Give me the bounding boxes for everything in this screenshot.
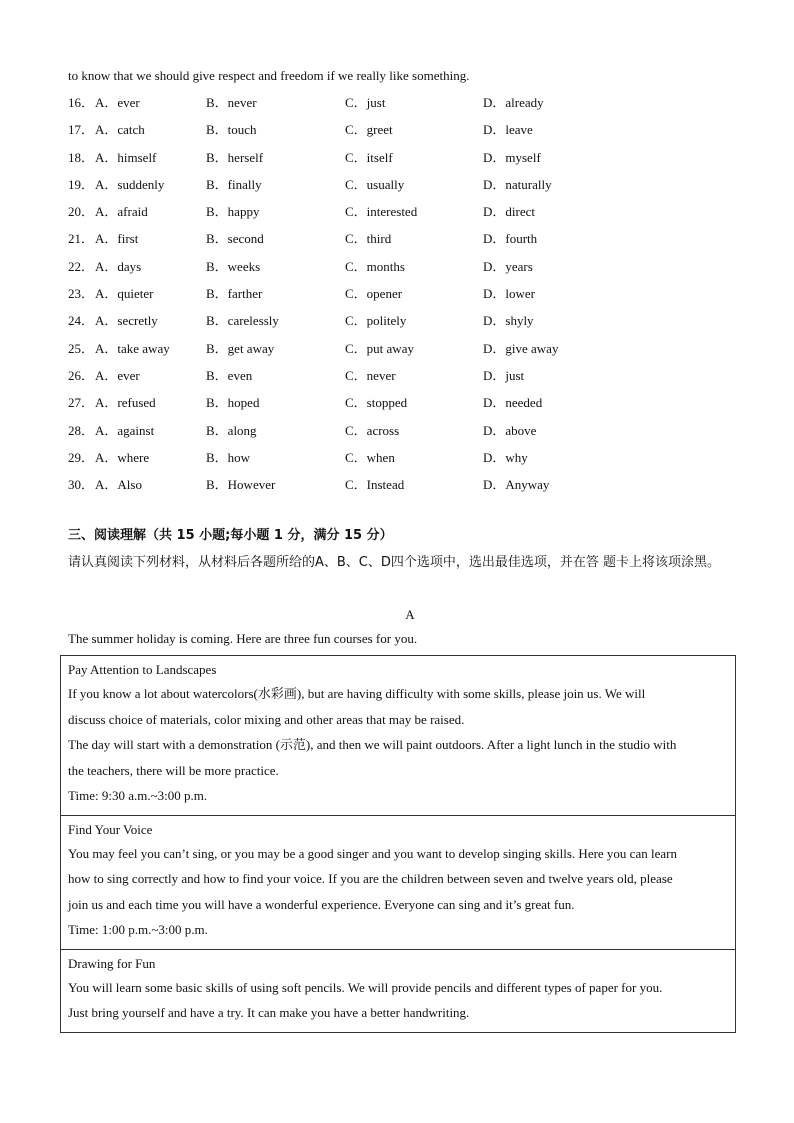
option-c: C．greet xyxy=(345,122,393,138)
option-b: B．farther xyxy=(206,286,263,302)
section-instruction: 请认真阅读下列材料，从材料后各题所给的A、B、C、D四个选项中，选出最佳选项，并在答 题卡上将该项涂黑。 xyxy=(68,555,721,570)
question-row xyxy=(68,283,748,310)
option-a: A．himself xyxy=(95,149,157,165)
option-b: B．However xyxy=(206,477,276,493)
question-row xyxy=(68,365,748,392)
option-a: A．suddenly xyxy=(95,176,165,192)
option-a: A．where xyxy=(95,449,150,465)
question-list xyxy=(68,92,748,501)
passage-letter: A xyxy=(405,607,415,622)
option-b: B．weeks xyxy=(206,258,261,274)
course-title: Drawing for Fun xyxy=(68,955,156,971)
course-text-line: Just bring yourself and have a try. It can make you have a better handwriting. xyxy=(68,1005,470,1020)
course-box xyxy=(61,656,735,816)
option-a: A．days xyxy=(95,258,142,274)
option-d: D．naturally xyxy=(483,176,552,192)
course-text-line: Time: 1:00 p.m.~3:00 p.m. xyxy=(68,922,208,937)
question-row xyxy=(68,174,748,201)
option-d: D．myself xyxy=(483,149,541,165)
option-a: A．refused xyxy=(95,395,156,411)
question-number: 21． xyxy=(68,231,95,247)
question-row xyxy=(68,392,748,419)
option-c: C．put away xyxy=(345,340,414,356)
option-b: B．hoped xyxy=(206,395,260,411)
question-number: 29． xyxy=(68,449,95,465)
option-a: A．first xyxy=(95,231,139,247)
question-row xyxy=(68,147,748,174)
option-d: D．above xyxy=(483,422,537,438)
option-c: C．opener xyxy=(345,286,403,302)
option-b: B．never xyxy=(206,95,257,110)
question-row xyxy=(68,474,748,501)
question-number: 24． xyxy=(68,313,95,329)
option-c: C．interested xyxy=(345,204,418,220)
option-d: D．shyly xyxy=(483,313,534,329)
option-d: D．needed xyxy=(483,395,543,411)
passage-intro: The summer holiday is coming. Here are three fun courses for you. xyxy=(68,631,418,646)
option-d: D．just xyxy=(483,367,525,383)
option-b: B．herself xyxy=(206,149,264,165)
option-c: C．usually xyxy=(345,176,405,192)
question-number: 19． xyxy=(68,176,95,192)
question-row xyxy=(68,92,748,119)
option-b: B．even xyxy=(206,367,253,383)
option-d: D．leave xyxy=(483,122,533,138)
option-c: C．just xyxy=(345,95,386,110)
option-b: B．get away xyxy=(206,340,275,356)
section-title: 三、阅读理解（共 15 小题;每小题 1 分，满分 15 分） xyxy=(68,528,393,543)
option-a: A．against xyxy=(95,422,155,438)
course-text-line: You may feel you can’t sing, or you may be a good singer and you want to develop singing skills. Here you can learn xyxy=(68,845,677,861)
course-title: Pay Attention to Landscapes xyxy=(68,662,217,677)
option-d: D．lower xyxy=(483,286,535,302)
question-row xyxy=(68,420,748,447)
option-c: C．Instead xyxy=(345,477,405,493)
question-number: 25． xyxy=(68,340,95,356)
option-d: D．Anyway xyxy=(483,477,550,493)
option-c: C．months xyxy=(345,258,405,274)
courses-table xyxy=(60,655,736,1033)
question-row xyxy=(68,338,748,365)
question-number: 20． xyxy=(68,204,95,220)
option-a: A．ever xyxy=(95,367,140,383)
option-d: D．already xyxy=(483,95,544,110)
question-row xyxy=(68,447,748,474)
course-text-line: You will learn some basic skills of using soft pencils. We will provide pencils and different types of paper for you. xyxy=(68,979,663,995)
question-number: 28． xyxy=(68,422,95,438)
option-b: B．finally xyxy=(206,176,262,192)
question-number: 26． xyxy=(68,367,95,383)
question-number: 16． xyxy=(68,95,95,110)
question-number: 27． xyxy=(68,395,95,411)
option-b: B．happy xyxy=(206,204,260,220)
option-b: B．second xyxy=(206,231,264,247)
option-d: D．give away xyxy=(483,340,559,356)
question-row xyxy=(68,310,748,337)
option-b: B．how xyxy=(206,449,251,465)
course-text-line: The day will start with a demonstration (示范), and then we will paint outdoors. After a light lunch in the studio with xyxy=(68,737,677,752)
option-d: D．fourth xyxy=(483,231,538,247)
course-box xyxy=(61,950,735,1033)
intro-line: to know that we should give respect and freedom if we really like something. xyxy=(68,68,470,83)
question-row xyxy=(68,201,748,228)
option-c: C．when xyxy=(345,449,395,465)
course-text-line: discuss choice of materials, color mixing and other areas that may be raised. xyxy=(68,711,465,727)
course-text-line: how to sing correctly and how to find your voice. If you are the children between seven and twelve years old, please xyxy=(68,871,673,886)
question-number: 18． xyxy=(68,149,95,165)
question-row xyxy=(68,228,748,255)
course-text-line: the teachers, there will be more practice. xyxy=(68,762,279,778)
option-a: A．ever xyxy=(95,95,140,110)
option-c: C．stopped xyxy=(345,395,408,411)
course-text-line: Time: 9:30 a.m.~3:00 p.m. xyxy=(68,788,208,803)
option-c: C．third xyxy=(345,231,392,247)
option-b: B．carelessly xyxy=(206,313,279,329)
question-number: 17． xyxy=(68,122,95,138)
option-a: A．quieter xyxy=(95,286,154,302)
option-d: D．years xyxy=(483,258,533,274)
option-a: A．Also xyxy=(95,477,142,493)
option-d: D．why xyxy=(483,449,528,465)
question-number: 30． xyxy=(68,477,95,493)
option-a: A．afraid xyxy=(95,204,148,220)
option-a: A．secretly xyxy=(95,313,158,329)
option-c: C．never xyxy=(345,367,396,383)
option-b: B．touch xyxy=(206,122,257,138)
question-number: 22． xyxy=(68,258,95,274)
course-text-line: join us and each time you will have a wonderful experience. Everyone can sing and it’s great fun. xyxy=(68,896,575,912)
course-text-line: If you know a lot about watercolors(水彩画), but are having difficulty with some skills, please join us. We will xyxy=(68,686,646,701)
option-c: C．itself xyxy=(345,149,393,165)
option-c: C．politely xyxy=(345,313,407,329)
course-box xyxy=(61,816,735,950)
option-a: A．catch xyxy=(95,122,145,138)
option-a: A．take away xyxy=(95,340,170,356)
question-number: 23． xyxy=(68,286,95,302)
course-title: Find Your Voice xyxy=(68,821,153,837)
question-row xyxy=(68,119,748,146)
option-c: C．across xyxy=(345,422,400,438)
question-row xyxy=(68,256,748,283)
option-b: B．along xyxy=(206,422,257,438)
option-d: D．direct xyxy=(483,204,535,220)
